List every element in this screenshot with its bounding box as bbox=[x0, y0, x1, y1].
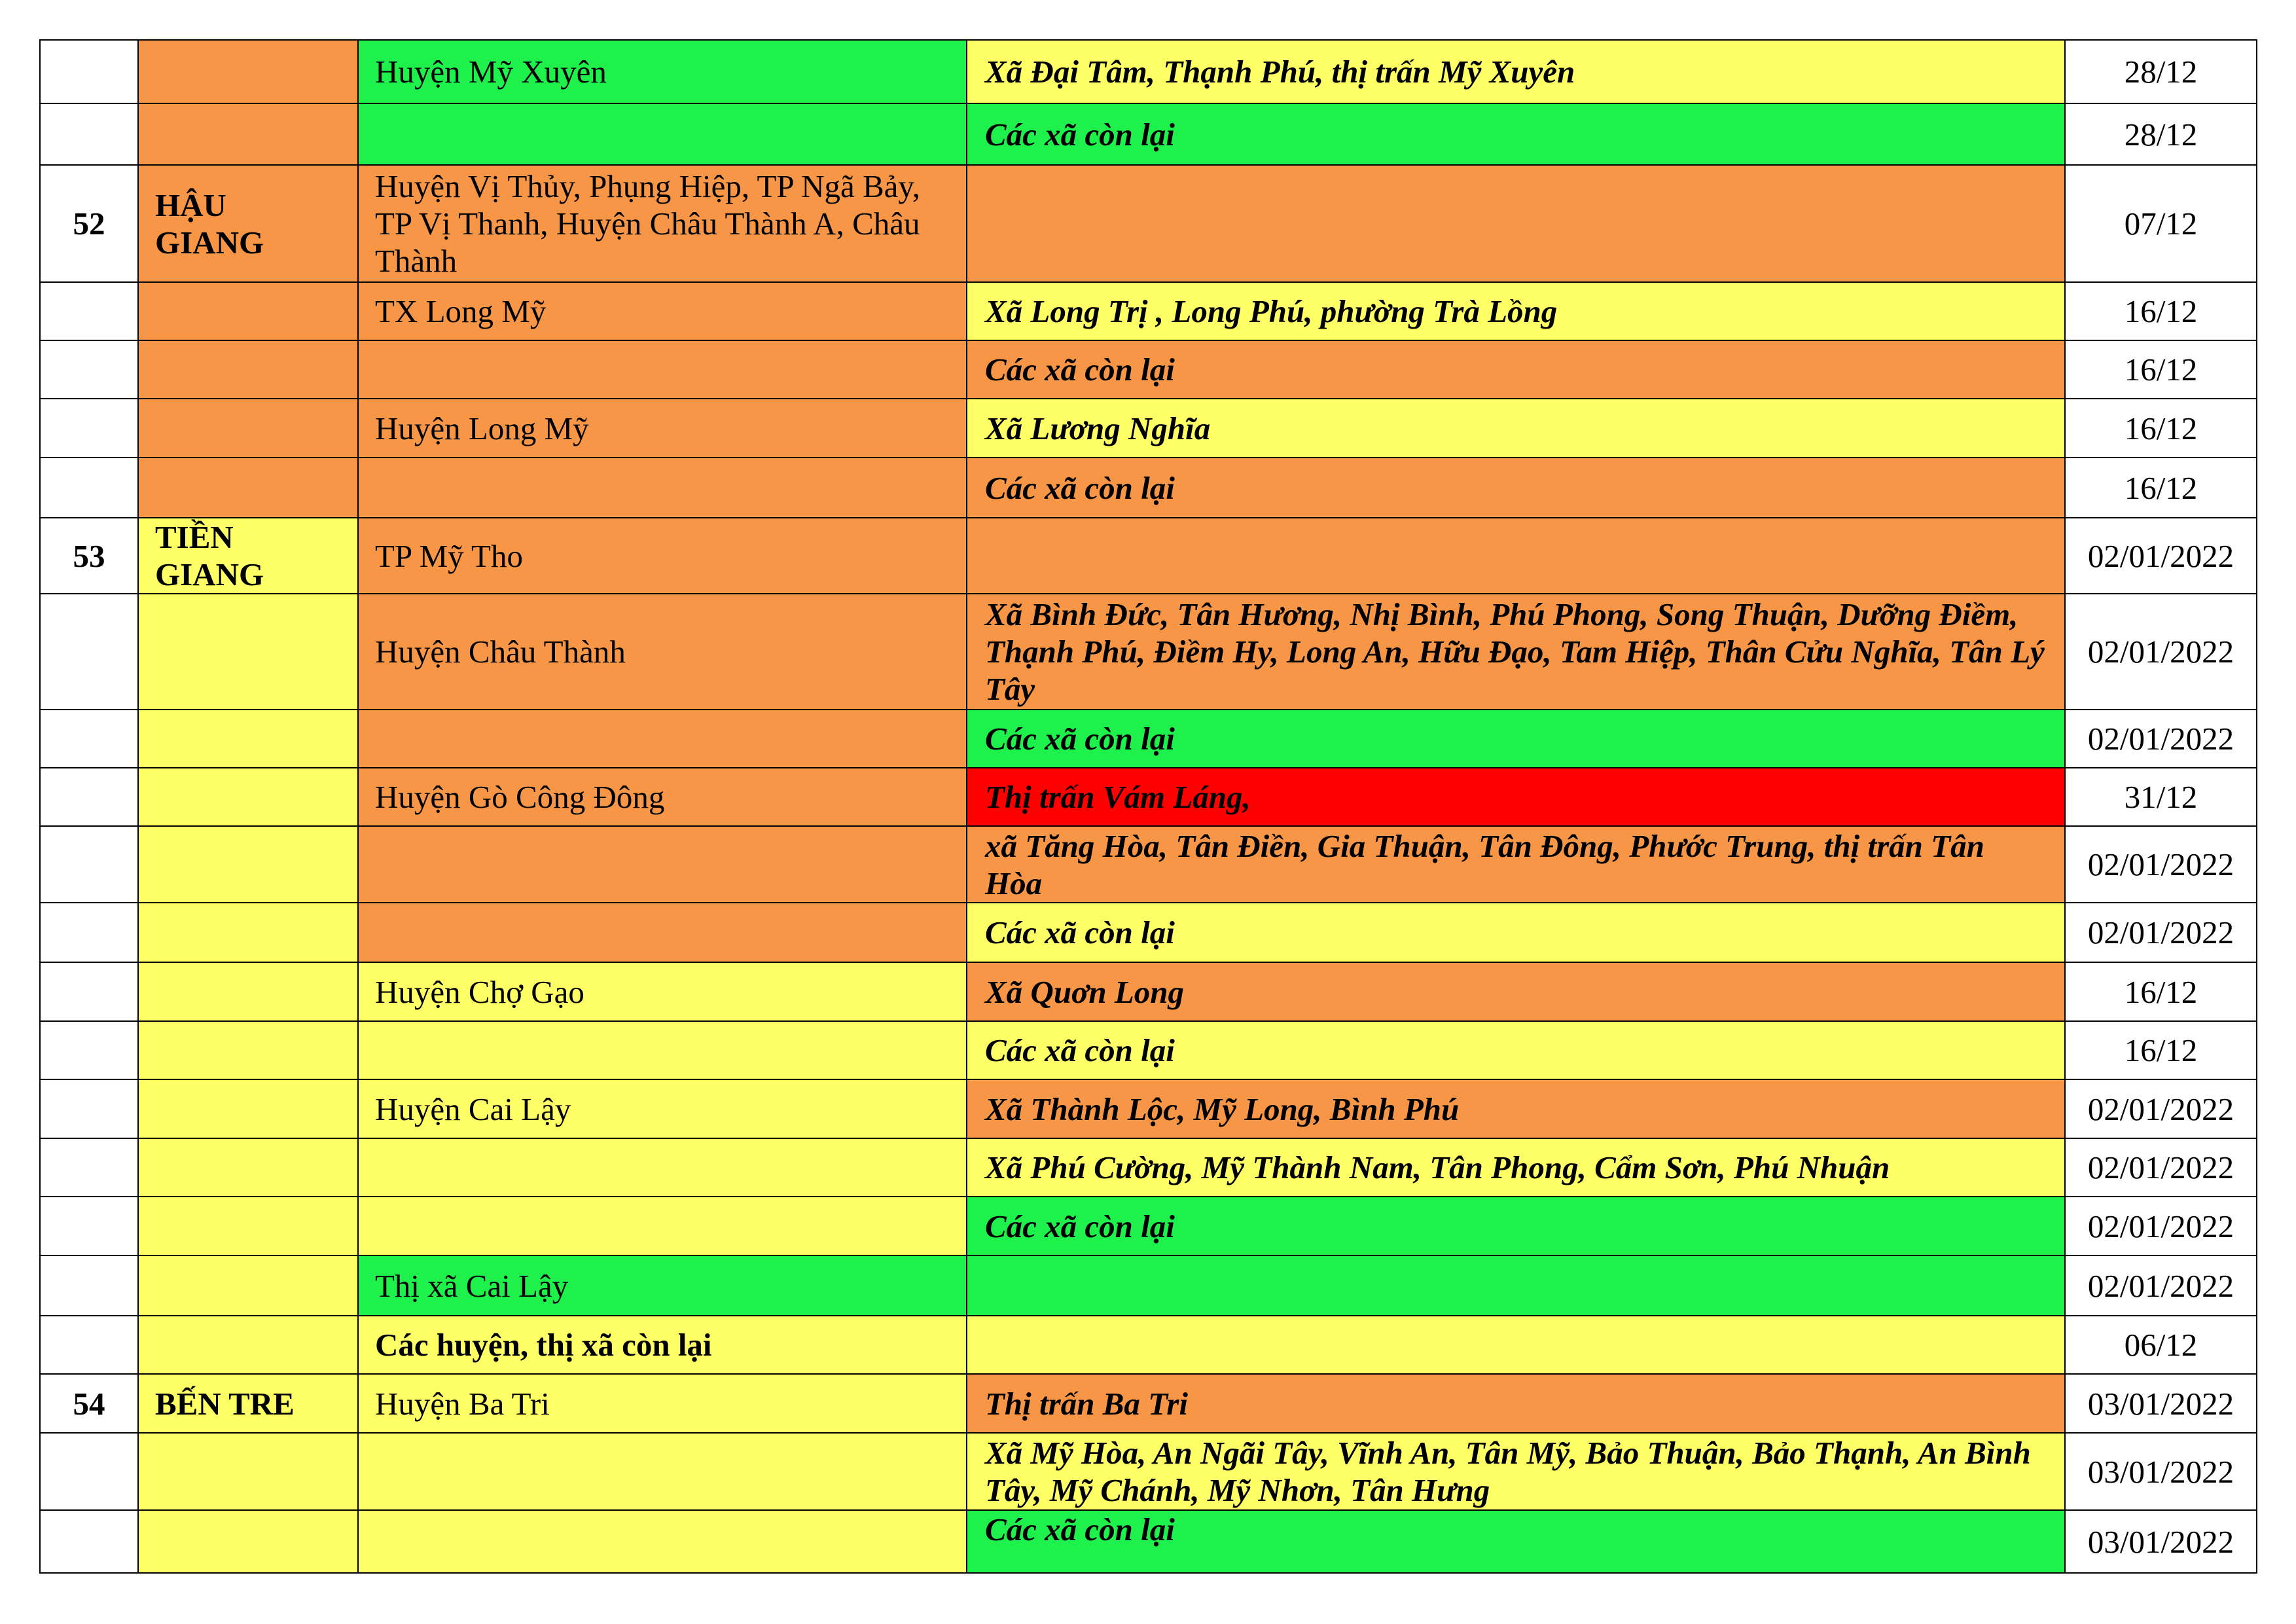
table-row bbox=[40, 768, 2257, 826]
province-cell bbox=[138, 1255, 358, 1316]
schedule-table bbox=[39, 39, 2257, 1574]
communes-cell: xã Tăng Hòa, Tân Điền, Gia Thuận, Tân Đông, Phước Trung, thị trấn Tân Hòa bbox=[967, 826, 2065, 903]
date-cell: 02/01/2022 bbox=[2065, 1255, 2257, 1316]
table-row bbox=[40, 40, 2257, 103]
communes-cell: Xã Bình Đức, Tân Hương, Nhị Bình, Phú Phong, Song Thuận, Dưỡng Điềm, Thạnh Phú, Điềm Hy, Long An, Hữu Đạo, Tam Hiệp, Thân Cửu Nghĩa, Tân Lý Tây bbox=[967, 594, 2065, 710]
province-cell bbox=[138, 768, 358, 826]
date-cell: 02/01/2022 bbox=[2065, 1138, 2257, 1197]
row-number-cell bbox=[40, 1138, 138, 1197]
district-cell: Huyện Mỹ Xuyên bbox=[358, 40, 967, 103]
table-row bbox=[40, 282, 2257, 340]
row-number-cell bbox=[40, 458, 138, 518]
communes-cell bbox=[967, 1316, 2065, 1374]
table-row bbox=[40, 1433, 2257, 1510]
district-cell: Các huyện, thị xã còn lại bbox=[358, 1316, 967, 1374]
date-cell: 02/01/2022 bbox=[2065, 903, 2257, 962]
province-cell: TIỀN GIANG bbox=[138, 518, 358, 594]
table-row bbox=[40, 903, 2257, 962]
province-cell bbox=[138, 903, 358, 962]
table-row bbox=[40, 1510, 2257, 1573]
row-number-cell bbox=[40, 340, 138, 399]
communes-cell: Xã Quơn Long bbox=[967, 962, 2065, 1021]
province-cell bbox=[138, 1197, 358, 1255]
row-number-cell bbox=[40, 399, 138, 458]
table-row bbox=[40, 962, 2257, 1021]
date-cell: 03/01/2022 bbox=[2065, 1374, 2257, 1433]
row-number-cell: 52 bbox=[40, 165, 138, 282]
district-cell: Huyện Gò Công Đông bbox=[358, 768, 967, 826]
district-cell bbox=[358, 458, 967, 518]
communes-cell: Các xã còn lại bbox=[967, 103, 2065, 165]
communes-cell: Thị trấn Ba Tri bbox=[967, 1374, 2065, 1433]
district-cell: Huyện Long Mỹ bbox=[358, 399, 967, 458]
communes-cell: Các xã còn lại bbox=[967, 1197, 2065, 1255]
date-cell: 02/01/2022 bbox=[2065, 1079, 2257, 1138]
communes-cell: Các xã còn lại bbox=[967, 1021, 2065, 1079]
date-cell: 07/12 bbox=[2065, 165, 2257, 282]
date-cell: 16/12 bbox=[2065, 399, 2257, 458]
district-cell: TP Mỹ Tho bbox=[358, 518, 967, 594]
date-cell: 02/01/2022 bbox=[2065, 826, 2257, 903]
communes-cell: Xã Long Trị , Long Phú, phường Trà Lồng bbox=[967, 282, 2065, 340]
province-cell bbox=[138, 340, 358, 399]
row-number-cell bbox=[40, 1433, 138, 1510]
row-number-cell bbox=[40, 903, 138, 962]
communes-cell: Xã Phú Cường, Mỹ Thành Nam, Tân Phong, Cẩm Sơn, Phú Nhuận bbox=[967, 1138, 2065, 1197]
communes-cell: Xã Thành Lộc, Mỹ Long, Bình Phú bbox=[967, 1079, 2065, 1138]
province-cell bbox=[138, 1021, 358, 1079]
province-cell bbox=[138, 710, 358, 768]
table-row bbox=[40, 1138, 2257, 1197]
row-number-cell bbox=[40, 1316, 138, 1374]
communes-cell: Các xã còn lại bbox=[967, 340, 2065, 399]
date-cell: 02/01/2022 bbox=[2065, 518, 2257, 594]
row-number-cell: 53 bbox=[40, 518, 138, 594]
district-cell: Huyện Châu Thành bbox=[358, 594, 967, 710]
date-cell: 16/12 bbox=[2065, 458, 2257, 518]
district-cell bbox=[358, 710, 967, 768]
table-row bbox=[40, 1316, 2257, 1374]
table-row bbox=[40, 826, 2257, 903]
date-cell: 28/12 bbox=[2065, 40, 2257, 103]
date-cell: 16/12 bbox=[2065, 1021, 2257, 1079]
date-cell: 06/12 bbox=[2065, 1316, 2257, 1374]
communes-cell: Thị trấn Vám Láng, bbox=[967, 768, 2065, 826]
row-number-cell bbox=[40, 103, 138, 165]
row-number-cell bbox=[40, 826, 138, 903]
province-cell bbox=[138, 594, 358, 710]
district-cell bbox=[358, 1021, 967, 1079]
row-number-cell bbox=[40, 1079, 138, 1138]
date-cell: 02/01/2022 bbox=[2065, 594, 2257, 710]
district-cell bbox=[358, 826, 967, 903]
communes-cell: Các xã còn lại bbox=[967, 458, 2065, 518]
communes-cell: Xã Đại Tâm, Thạnh Phú, thị trấn Mỹ Xuyên bbox=[967, 40, 2065, 103]
province-cell bbox=[138, 1433, 358, 1510]
communes-cell: Xã Mỹ Hòa, An Ngãi Tây, Vĩnh An, Tân Mỹ, Bảo Thuận, Bảo Thạnh, An Bình Tây, Mỹ Chánh, Mỹ Nhơn, Tân Hưng bbox=[967, 1433, 2065, 1510]
district-cell: Huyện Cai Lậy bbox=[358, 1079, 967, 1138]
district-cell bbox=[358, 1510, 967, 1573]
province-cell bbox=[138, 40, 358, 103]
district-cell: Huyện Ba Tri bbox=[358, 1374, 967, 1433]
date-cell: 02/01/2022 bbox=[2065, 1197, 2257, 1255]
district-cell: Huyện Vị Thủy, Phụng Hiệp, TP Ngã Bảy, TP Vị Thanh, Huyện Châu Thành A, Châu Thành bbox=[358, 165, 967, 282]
province-cell bbox=[138, 1510, 358, 1573]
date-cell: 03/01/2022 bbox=[2065, 1433, 2257, 1510]
table-row bbox=[40, 1255, 2257, 1316]
table-row bbox=[40, 710, 2257, 768]
schedule-table-body bbox=[40, 40, 2257, 1573]
district-cell bbox=[358, 103, 967, 165]
communes-cell: Các xã còn lại bbox=[967, 1510, 2065, 1573]
table-row bbox=[40, 1374, 2257, 1433]
date-cell: 16/12 bbox=[2065, 340, 2257, 399]
district-cell: Thị xã Cai Lậy bbox=[358, 1255, 967, 1316]
province-cell bbox=[138, 962, 358, 1021]
table-row bbox=[40, 518, 2257, 594]
district-cell bbox=[358, 903, 967, 962]
table-row bbox=[40, 340, 2257, 399]
table-row bbox=[40, 458, 2257, 518]
district-cell bbox=[358, 340, 967, 399]
row-number-cell bbox=[40, 1197, 138, 1255]
district-cell bbox=[358, 1138, 967, 1197]
district-cell: Huyện Chợ Gạo bbox=[358, 962, 967, 1021]
date-cell: 16/12 bbox=[2065, 282, 2257, 340]
row-number-cell bbox=[40, 710, 138, 768]
province-cell bbox=[138, 1079, 358, 1138]
table-row bbox=[40, 1197, 2257, 1255]
district-cell bbox=[358, 1197, 967, 1255]
communes-cell bbox=[967, 165, 2065, 282]
province-cell: HẬU GIANG bbox=[138, 165, 358, 282]
date-cell: 31/12 bbox=[2065, 768, 2257, 826]
table-row bbox=[40, 165, 2257, 282]
province-cell bbox=[138, 458, 358, 518]
row-number-cell bbox=[40, 40, 138, 103]
communes-cell bbox=[967, 1255, 2065, 1316]
district-cell: TX Long Mỹ bbox=[358, 282, 967, 340]
province-cell bbox=[138, 826, 358, 903]
row-number-cell bbox=[40, 768, 138, 826]
table-row bbox=[40, 1021, 2257, 1079]
district-cell bbox=[358, 1433, 967, 1510]
communes-cell bbox=[967, 518, 2065, 594]
province-cell bbox=[138, 103, 358, 165]
row-number-cell bbox=[40, 282, 138, 340]
table-row bbox=[40, 103, 2257, 165]
row-number-cell bbox=[40, 1255, 138, 1316]
province-cell bbox=[138, 399, 358, 458]
communes-cell: Các xã còn lại bbox=[967, 710, 2065, 768]
province-cell: BẾN TRE bbox=[138, 1374, 358, 1433]
row-number-cell bbox=[40, 594, 138, 710]
table-row bbox=[40, 399, 2257, 458]
date-cell: 28/12 bbox=[2065, 103, 2257, 165]
date-cell: 02/01/2022 bbox=[2065, 710, 2257, 768]
table-row bbox=[40, 594, 2257, 710]
row-number-cell bbox=[40, 1510, 138, 1573]
province-cell bbox=[138, 1138, 358, 1197]
row-number-cell: 54 bbox=[40, 1374, 138, 1433]
province-cell bbox=[138, 282, 358, 340]
row-number-cell bbox=[40, 1021, 138, 1079]
communes-cell: Các xã còn lại bbox=[967, 903, 2065, 962]
table-row bbox=[40, 1079, 2257, 1138]
date-cell: 16/12 bbox=[2065, 962, 2257, 1021]
communes-cell: Xã Lương Nghĩa bbox=[967, 399, 2065, 458]
date-cell: 03/01/2022 bbox=[2065, 1510, 2257, 1573]
row-number-cell bbox=[40, 962, 138, 1021]
province-cell bbox=[138, 1316, 358, 1374]
